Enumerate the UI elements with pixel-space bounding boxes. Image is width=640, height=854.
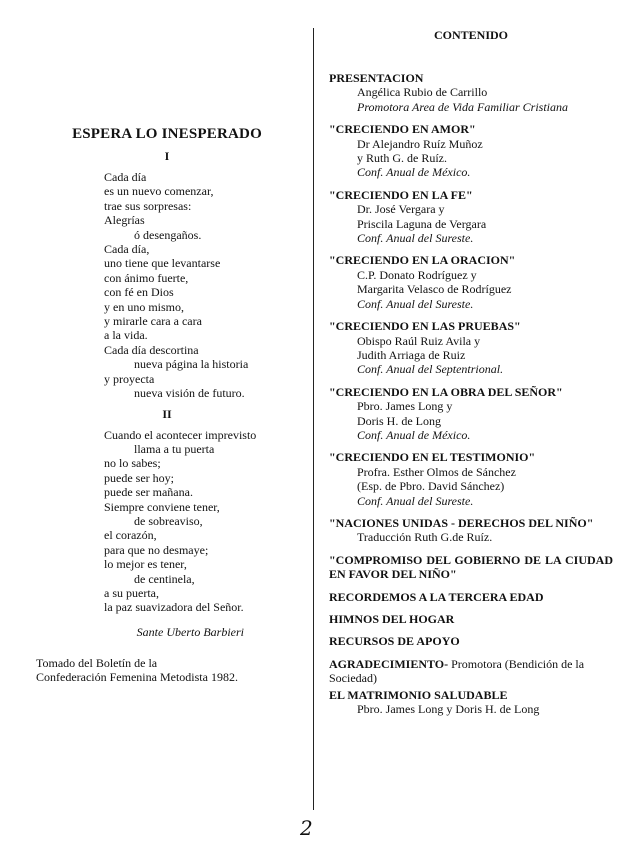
page-number: 2 <box>300 816 313 840</box>
contents-entry-title <box>329 657 613 686</box>
poem-line: Cada día descortina <box>104 342 199 357</box>
contents-entry-title <box>329 516 613 530</box>
contents-entry-line: Angélica Rubio de Carrillo <box>357 85 488 100</box>
poem-section-numeral: I <box>164 149 170 163</box>
contents-entry-line: Traducción Ruth G.de Ruíz. <box>357 530 493 545</box>
contents-entry-title <box>329 612 613 626</box>
poem-line: y en uno mismo, <box>104 299 184 314</box>
poem-line: Cuando el acontecer imprevisto <box>104 427 257 442</box>
poem-line: la paz suavizadora del Señor. <box>104 600 244 615</box>
contents-entry-title <box>329 553 613 582</box>
poem-line: nueva página la historia <box>134 357 249 372</box>
contents-entry-title-text: "CRECIENDO EN LA FE" <box>329 187 473 202</box>
contents-entry <box>329 657 613 686</box>
contents-entry-line: Priscila Laguna de Vergara <box>357 216 487 231</box>
contents-entry-line: Profra. Esther Olmos de Sánchez <box>357 464 516 479</box>
poem-line: y proyecta <box>104 371 155 386</box>
contents-entry <box>329 450 613 508</box>
contents-entry-title <box>329 122 613 136</box>
poem-stanza <box>104 428 298 615</box>
contents-list <box>329 71 613 716</box>
contents-entry-title-text: EL MATRIMONIO SALUDABLE <box>329 687 508 702</box>
poem-line: puede ser hoy; <box>104 470 174 485</box>
contents-entry-line: Obispo Raúl Ruiz Avila y <box>357 333 481 348</box>
poem-author: Sante Uberto Barbieri <box>136 624 244 639</box>
contents-entry-line: Conf. Anual del Sureste. <box>357 296 474 311</box>
poem-stanza <box>104 170 298 401</box>
poem-line: a su puerta, <box>104 585 159 600</box>
poem-line: a la vida. <box>104 328 148 343</box>
contents-entry-line: Dr Alejandro Ruíz Muñoz <box>357 136 483 151</box>
contents-entry-title-text: PRESENTACION <box>329 71 424 85</box>
contents-entry-line: Margarita Velasco de Rodríguez <box>357 282 512 297</box>
poem-body <box>36 149 298 615</box>
poem-line: llama a tu puerta <box>134 441 215 456</box>
poem-line: no lo sabes; <box>104 456 161 471</box>
contents-entry <box>329 188 613 246</box>
contents-entry-title-text: RECURSOS DE APOYO <box>329 634 460 649</box>
poem-line: trae sus sorpresas: <box>104 198 192 213</box>
poem-line: Alegrías <box>104 213 145 228</box>
contents-entry-line: (Esp. de Pbro. David Sánchez) <box>357 479 505 494</box>
contents-entry <box>329 253 613 311</box>
poem-line: puede ser mañana. <box>104 485 193 500</box>
contents-entry <box>329 688 613 717</box>
contents-entry-title-text: "NACIONES UNIDAS - DERECHOS DEL NIÑO" <box>329 515 594 530</box>
contents-entry <box>329 634 613 648</box>
poem-line: y mirarle cara a cara <box>104 314 202 329</box>
contents-heading: CONTENIDO <box>433 28 508 42</box>
contents-entry <box>329 553 613 582</box>
poem-line: el corazón, <box>104 528 157 543</box>
contents-entry <box>329 122 613 180</box>
poem-line: con ánimo fuerte, <box>104 270 189 285</box>
contents-entry <box>329 590 613 604</box>
contents-entry <box>329 612 613 626</box>
contents-entry-title-text: "CRECIENDO EN LA OBRA DEL SEÑOR" <box>329 384 563 399</box>
contents-entry-title <box>329 590 613 604</box>
contents-entry-title <box>329 188 613 202</box>
column-divider <box>313 28 314 810</box>
poem-source <box>36 656 298 685</box>
contents-entry-line: Conf. Anual de México. <box>357 427 471 442</box>
poem-line: lo mejor es tener, <box>104 557 187 572</box>
poem-line: nueva visión de futuro. <box>134 386 245 401</box>
contents-entry-title-text: HIMNOS DEL HOGAR <box>329 612 455 626</box>
poem-line: uno tiene que levantarse <box>104 256 221 271</box>
contents-entry-line: Pbro. James Long y <box>357 399 453 414</box>
contents-entry-title-text: AGRADECIMIENTO- <box>329 656 449 671</box>
contents-entry-title-rest: Promotora (Bendición de la Sociedad) <box>329 656 585 686</box>
contents-entry-title-text: RECORDEMOS A LA TERCERA EDAD <box>329 589 544 604</box>
contents-entry <box>329 319 613 377</box>
contents-entry-line: Conf. Anual del Septentrional. <box>357 362 504 377</box>
poem-section-numeral: II <box>162 406 172 421</box>
poem-line: ó desengaños. <box>134 227 202 242</box>
contents-entry-line: Doris H. de Long <box>357 413 441 428</box>
contents-entry-title-text: "CRECIENDO EN EL TESTIMONIO" <box>329 450 536 465</box>
contents-entry-line: Promotora Area de Vida Familiar Cristiana <box>357 99 569 114</box>
poem-line: de centinela, <box>134 571 195 586</box>
contents-entry-title <box>329 319 613 333</box>
contents-entry-line: Judith Arriaga de Ruiz <box>357 347 466 362</box>
contents-entry <box>329 516 613 545</box>
poem-source-line: Confederación Femenina Metodista 1982. <box>36 670 238 685</box>
poem-line: Cada día, <box>104 242 150 257</box>
contents-entry-line: Conf. Anual del Sureste. <box>357 231 474 246</box>
contents-entry <box>329 71 613 114</box>
contents-entry-line: Conf. Anual del Sureste. <box>357 493 474 508</box>
contents-column <box>329 28 613 724</box>
contents-entry-line: y Ruth G. de Ruíz. <box>357 151 447 166</box>
contents-entry-line: C.P. Donato Rodríguez y <box>357 267 477 282</box>
poem-line: para que no desmaye; <box>104 542 209 557</box>
contents-entry-title-text: "CRECIENDO EN AMOR" <box>329 122 476 137</box>
contents-entry-line: Dr. José Vergara y <box>357 202 445 217</box>
contents-entry-line: Conf. Anual de México. <box>357 165 471 180</box>
contents-entry-title <box>329 688 613 702</box>
poem-line: Cada día <box>104 170 147 184</box>
contents-entry-title <box>329 71 613 85</box>
contents-entry <box>329 385 613 443</box>
contents-entry-title-text: "COMPROMISO DEL GOBIERNO DE LA CIUDAD EN FAVOR DEL NIÑO" <box>329 552 613 582</box>
poem-line: con fé en Dios <box>104 285 174 300</box>
contents-entry-line: Pbro. James Long y Doris H. de Long <box>357 702 540 717</box>
poem-title: ESPERA LO INESPERADO <box>72 126 262 142</box>
contents-entry-title <box>329 450 613 464</box>
contents-entry-title-text: "CRECIENDO EN LA ORACION" <box>329 253 516 268</box>
poem-column <box>36 126 298 685</box>
poem-line: es un nuevo comenzar, <box>104 184 214 199</box>
poem-line: de sobreaviso, <box>134 513 203 528</box>
contents-entry-title <box>329 385 613 399</box>
contents-entry-title <box>329 253 613 267</box>
contents-entry-title <box>329 634 613 648</box>
poem-source-line: Tomado del Boletín de la <box>36 655 158 670</box>
contents-entry-title-text: "CRECIENDO EN LAS PRUEBAS" <box>329 319 521 334</box>
poem-line: Siempre conviene tener, <box>104 499 220 514</box>
